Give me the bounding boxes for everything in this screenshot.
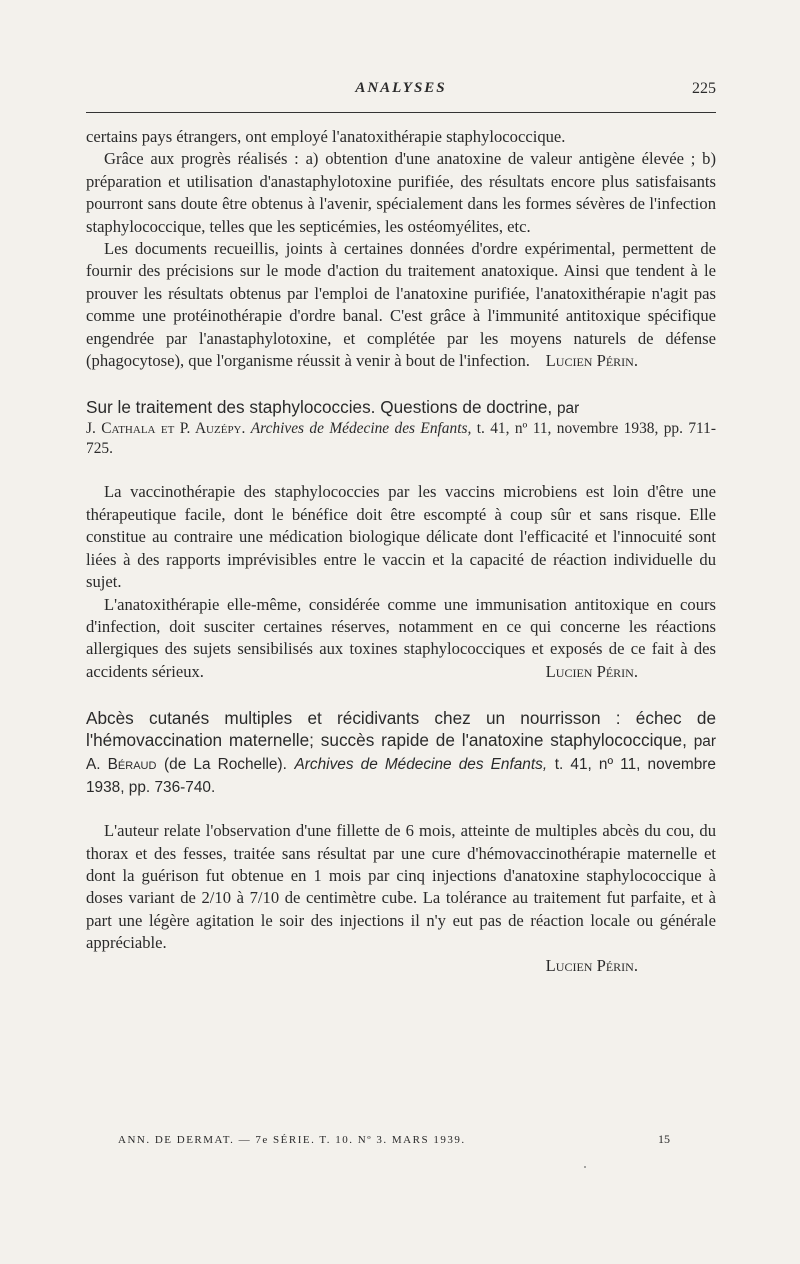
- paper-speck: [584, 1166, 586, 1168]
- review3-signature: Lucien Périn.: [545, 955, 638, 975]
- review3-journal: Archives de Médecine des Enfants,: [294, 756, 548, 774]
- review1-paragraph-3: Les documents recueillis, joints à certaines données d'ordre expérimental, permettent de fournir des précisions sur le mode d'action du traitement anatoxique. Ainsi que tendent à le prouver les résultats obtenus par l'emploi de l'anatoxine purifiée, l'anatoxithérapie n'agit pas comme une protéinothérapie d'ordre banal. C'est grâce à l'immunité antitoxique spécifique engendrée par l'anastaphylotoxine, et complétée par les moyens naturels de défense (phagocytose), que l'organisme réussit à venir à bout de l'infection.: [86, 239, 716, 371]
- footer-citation: ANN. DE DERMAT. — 7e SÉRIE. T. 10. Nº 3. MARS 1939.: [118, 1134, 466, 1146]
- review1-paragraph-1: certains pays étrangers, ont employé l'anatoxithérapie staphylococcique.: [86, 127, 566, 146]
- review1-paragraph-2: Grâce aux progrès réalisés : a) obtention d'une anatoxine de valeur antigène élevée ; b) préparation et utilisation d'anastaphylotoxine purifiée, des résultats encore plus satisfaisants pourront sans doute être obtenus à l'avenir, spécialement dans les formes sévères de l'infection staphylococcique, telles que les septicémies, les ostéomyélites, etc.: [86, 149, 716, 236]
- review3-by: par: [693, 733, 716, 751]
- review2-citation: t. 41, nº 11, novembre 1938, pp. 711-725.: [86, 420, 716, 458]
- page-number: 225: [692, 80, 716, 97]
- page-footer: [118, 1134, 668, 1146]
- running-header: [86, 80, 716, 110]
- review3-paragraph-1: L'auteur relate l'observation d'une fillette de 6 mois, atteinte de multiples abcès du cou, du thorax et des fesses, traitée sans résultat par une cure d'hémovaccinothérapie maternelle et dont la guérison fut obtenue en 1 mois par cinq injections d'anatoxine staphylococcique à doses variant de 2/10 à 7/10 de centimètre cube. La tolérance au traitement fut parfaite, et à part une légère agitation le soir des injections il n'y eut pas de réaction locale ou générale appréciable.: [86, 821, 716, 953]
- review2-title: Sur le traitement des staphylococcies. Questions de doctrine,: [86, 397, 553, 418]
- review3-heading: [86, 707, 716, 798]
- review3-citation: t. 41, nº 11, novembre 1938, pp. 736-740.: [86, 756, 716, 797]
- review1-signature: Lucien Périn.: [545, 351, 638, 371]
- review2-authors: J. Cathala et P. Auzépy.: [86, 420, 246, 438]
- review2-heading: [86, 396, 716, 419]
- review2-signature: Lucien Périn.: [545, 661, 638, 681]
- header-rule: [86, 112, 716, 113]
- review2-reference: [86, 419, 716, 459]
- section-title: ANALYSES: [355, 80, 447, 96]
- review2-paragraph-2: L'anatoxithérapie elle-même, considérée comme une immunisation antitoxique en cours d'infection, doit susciter certaines réserves, notamment en ce qui concerne les réactions allergiques des sujets sensibilisés aux toxines staphylococciques et exposés de ce fait à des accidents sérieux.: [86, 594, 716, 681]
- page-body: [86, 126, 716, 977]
- review3-location: (de La Rochelle).: [164, 756, 287, 774]
- sheet-number: 15: [658, 1132, 670, 1146]
- review2-paragraph-1: La vaccinothérapie des staphylococcies par les vaccins microbiens est loin d'être une thérapeutique facile, dont le bénéfice doit être escompté à coup sûr et sans risque. Elle constitue au contraire une médication biologique délicate dont l'efficacité et l'innocuité sont liées à des rapports imprévisibles entre le vaccin et la capacité de réaction individuelle du sujet.: [86, 482, 716, 592]
- review3-title: Abcès cutanés multiples et récidivants chez un nourrisson : échec de l'hémovaccination maternelle; succès rapide de l'anatoxine staphylococcique,: [86, 708, 716, 751]
- review2-by: par: [557, 400, 580, 418]
- review3-authors: A. Béraud: [86, 756, 157, 774]
- review2-journal: Archives de Médecine des Enfants,: [250, 420, 472, 438]
